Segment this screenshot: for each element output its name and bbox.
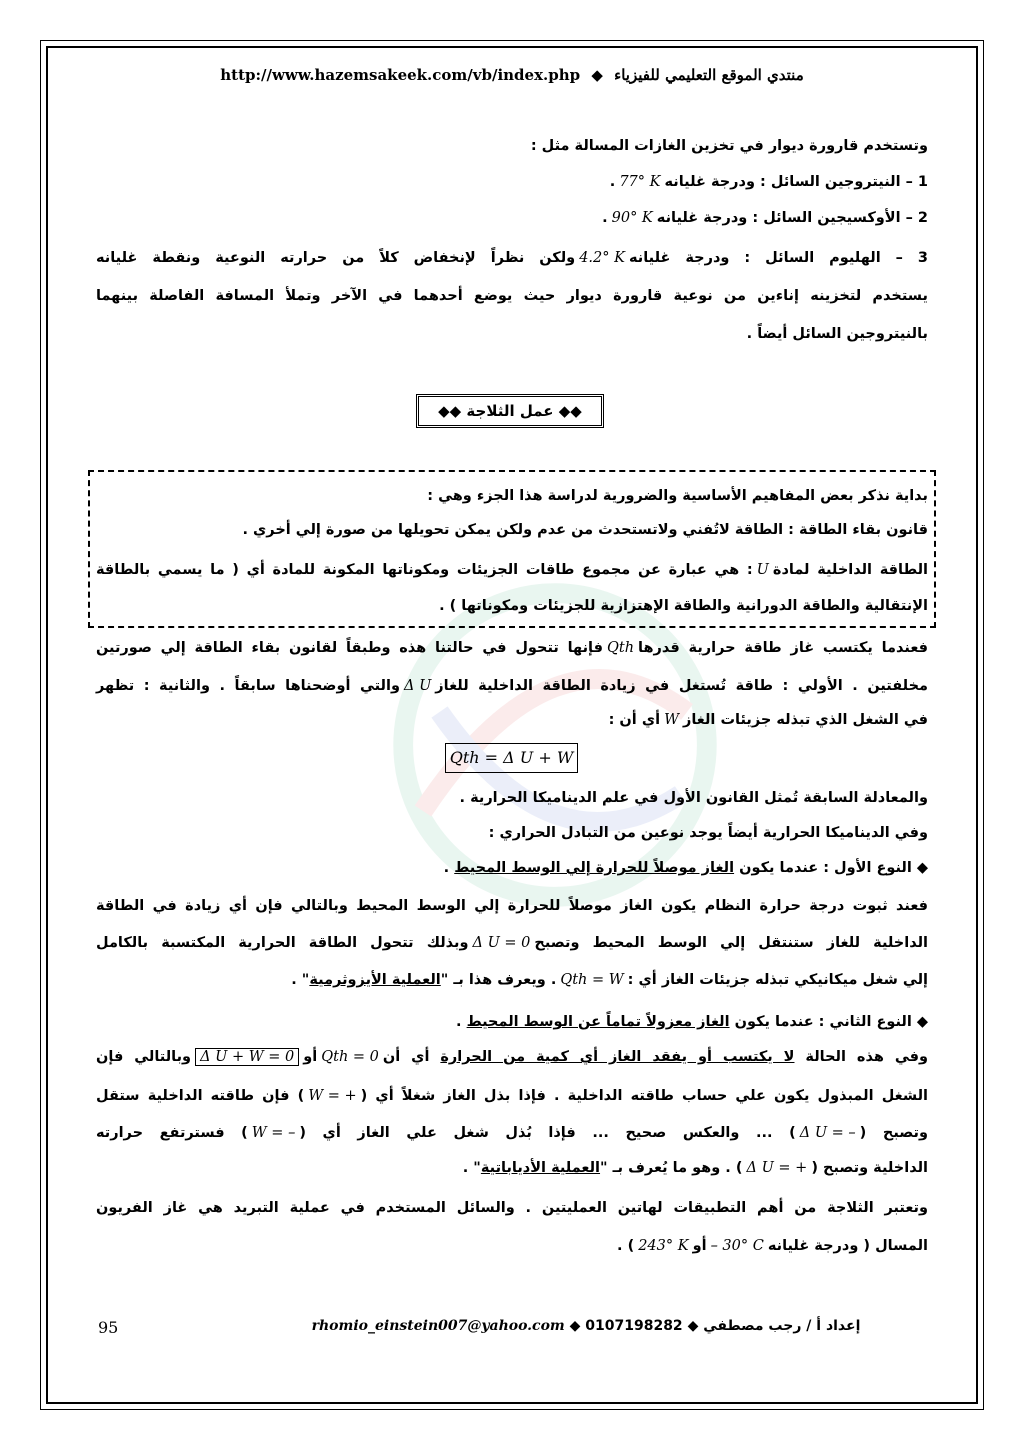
page-footer: rhomio_einstein007@yahoo.com ◆ 0107198282 ◆ إعداد أ / رجب مصطفي — [311, 1318, 861, 1334]
intro-line-2: 1 – النيتروجين السائل : ودرجة غليانه77° K. — [609, 174, 928, 190]
box-line-1: بداية نذكر بعض المفاهيم الأساسية والضرورية لدراسة هذا الجزء وهي : — [427, 488, 928, 504]
first-law-formula: Qth = Δ U + W — [445, 743, 578, 773]
section-title-box — [416, 394, 604, 428]
body-line-12: الشغل المبذول يكون علي حساب طاقته الداخلية . فإذا بذل الغاز شغلاً أي (W = +) فإن طاقته الداخلية ستقل — [96, 1088, 928, 1104]
header-separator: ◆ — [591, 66, 603, 84]
body-line-7: فعند ثبوت درجة حرارة النظام يكون الغاز موصلاً للحرارة إلي الوسط المحيط وبالتالي فإن أي زيادة في الطاقة — [96, 898, 928, 914]
intro-line-4: 3 – الهليوم السائل : ودرجة غليانه4.2° Kولكن نظراً لإنخفاض كلاً من حرارته النوعية ونقطة غليانه — [96, 250, 929, 266]
section-title: ◆◆ عمل الثلاجة ◆◆ — [438, 402, 582, 420]
body-line-10: ◆ النوع الثاني : عندما يكون الغاز معزولاً تماماً عن الوسط المحيط . — [456, 1014, 928, 1030]
header-url[interactable]: http://www.hazemsakeek.com/vb/index.php — [220, 66, 581, 84]
intro-line-6: بالنيتروجين السائل أيضاً . — [746, 326, 928, 342]
body-line-14: الداخلية وتصبح (Δ U = +) . وهو ما يُعرف بـ "العملية الأدياباتية" . — [462, 1160, 928, 1176]
body-line-6: ◆ النوع الأول : عندما يكون الغاز موصلاً للحرارة إلي الوسط المحيط . — [443, 860, 928, 876]
intro-line-3: 2 – الأوكسيجين السائل : ودرجة غليانه90° K. — [602, 210, 928, 226]
body-line-8: الداخلية للغاز ستنتقل إلي الوسط المحيط وتصبحΔ U = 0وبذلك تتحول الطاقة الحرارية المكتسبة بالكامل — [96, 935, 928, 951]
body-line-15: وتعتبر الثلاجة من أهم التطبيقات لهاتين العمليتين . والسائل المستخدم في عملية التبريد هي غاز الفريون — [96, 1200, 928, 1216]
body-line-5: وفي الديناميكا الحرارية أيضاً يوجد نوعين من التبادل الحراري : — [488, 825, 928, 841]
body-line-16: المسال ( ودرجة غليانه– 30° Cأو243° K) . — [617, 1238, 928, 1254]
page-header — [60, 66, 964, 84]
intro-line-5: يستخدم لتخزينه إناءين من نوعية قارورة ديوار حيث يوضع أحدهما في الآخر وتملأ المسافة الفاصلة بينهما — [96, 288, 928, 304]
box-line-2: قانون بقاء الطاقة : الطاقة لاتُفني ولاتستحدث من عدم ولكن يمكن تحويلها من صورة إلي أخري . — [242, 522, 928, 538]
body-line-13: وتصبح (Δ U = –) ... والعكس صحيح ... فإذا بُذل شغل علي الغاز أي (W = –) فسترتفع حرارته — [96, 1125, 928, 1141]
box-line-3: الطاقة الداخلية لمادةU: هي عبارة عن مجموع طاقات الجزيئات ومكوناتها المكونة للمادة أي ( ما يسمي بالطاقة — [96, 562, 928, 578]
page-number: 95 — [98, 1318, 119, 1337]
footer-author: إعداد أ / رجب مصطفي — [703, 1318, 861, 1334]
header-forum-name: منتدي الموقع التعليمي للفيزياء — [614, 66, 804, 84]
body-line-2: مخلفتين . الأولي : طاقة تُستغل في زيادة الطاقة الداخلية للغازΔ Uوالتي أوضحناها سابقاً . والثانية : تظهر — [96, 678, 929, 694]
body-line-4: والمعادلة السابقة تُمثل القانون الأول في علم الديناميكا الحرارية . — [459, 790, 928, 806]
footer-phone: 0107198282 — [585, 1318, 683, 1334]
body-line-9: إلي شغل ميكانيكي تبذله جزيئات الغاز أي :Qth = W. ويعرف هذا بـ "العملية الأيزوثرمية" . — [291, 972, 928, 988]
footer-email[interactable]: rhomio_einstein007@yahoo.com — [311, 1318, 565, 1334]
body-line-1: فعندما يكتسب غاز طاقة حرارية قدرهاQthفإنها تتحول في حالتنا هذه وطبقاً لقانون بقاء الطاقة إلي صورتين — [96, 640, 928, 656]
body-line-3: في الشغل الذي تبذله جزيئات الغازWأي أن : — [608, 712, 928, 728]
body-line-11: وفي هذه الحالة لا يكتسب أو يفقد الغاز أي كمية من الحرارة أي أنQth = 0أوΔ U + W = 0وبالتالي فإن — [96, 1049, 928, 1065]
intro-line-1: وتستخدم قارورة ديوار في تخزين الغازات المسالة مثل : — [530, 138, 928, 154]
box-line-4: الإنتقالية والطاقة الدورانية والطاقة الإهتزازية للجزيئات ومكوناتها ) . — [439, 598, 928, 614]
